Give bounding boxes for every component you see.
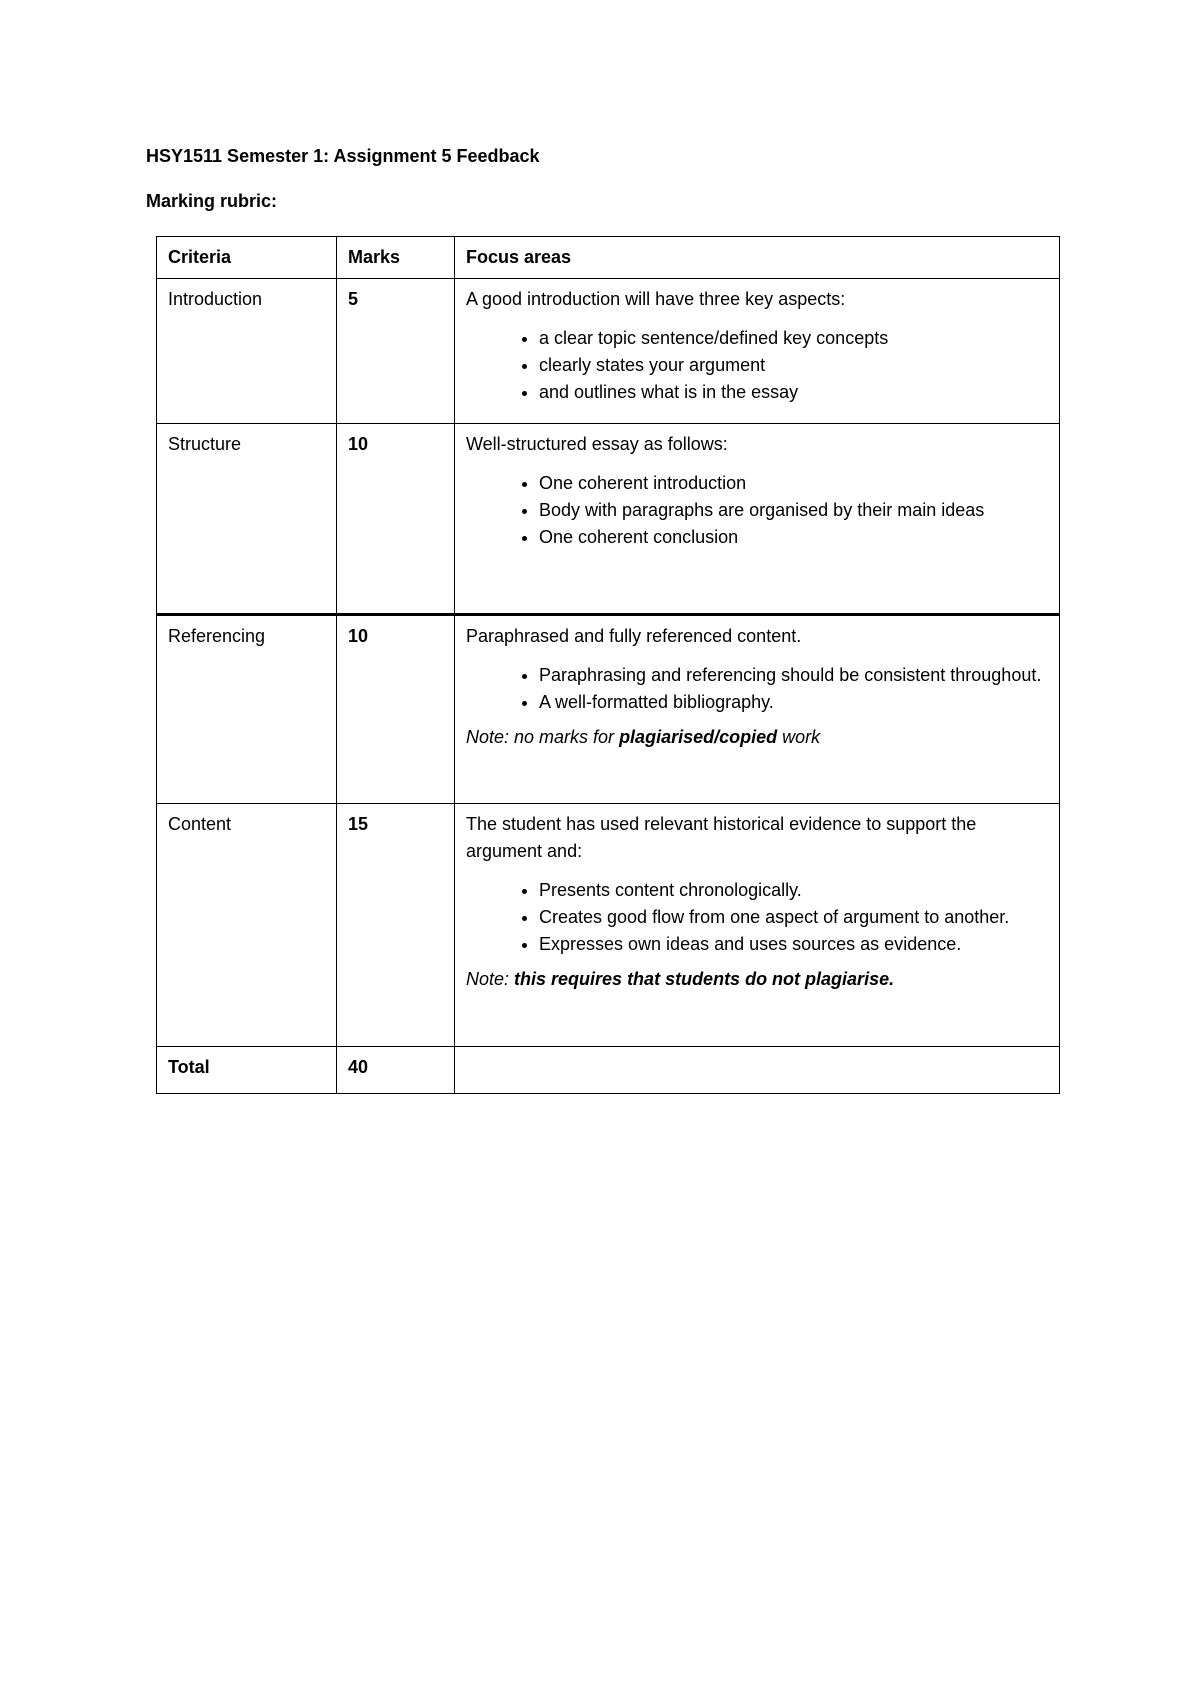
header-marks: Marks — [337, 237, 455, 279]
header-focus-areas: Focus areas — [455, 237, 1060, 279]
table-row — [157, 804, 1060, 1047]
list-item: • Presents content chronologically. — [539, 877, 1049, 904]
total-label: Total — [157, 1047, 337, 1094]
focus-cell — [455, 615, 1060, 804]
table-row — [157, 279, 1060, 424]
note-suffix: work — [777, 727, 821, 747]
rubric-subtitle: Marking rubric: — [146, 191, 278, 211]
note-text — [466, 724, 1049, 751]
total-marks: 40 — [337, 1047, 455, 1094]
note-prefix: Note: no marks for — [466, 727, 620, 747]
focus-cell — [455, 804, 1060, 1047]
criteria-cell: Introduction — [157, 279, 337, 424]
note-emphasis: plagiarised/copied — [619, 727, 778, 747]
list-item: • Body with paragraphs are organised by their main ideas — [539, 497, 1049, 524]
list-item: • A well-formatted bibliography. — [539, 689, 1049, 716]
focus-cell — [455, 424, 1060, 615]
criteria-cell: Structure — [157, 424, 337, 615]
list-item: • a clear topic sentence/defined key concepts — [539, 325, 1049, 352]
note-emphasis: this requires that students do not plagiarise. — [514, 969, 895, 989]
list-item: • One coherent conclusion — [539, 524, 1049, 551]
document-title: HSY1511 Semester 1: Assignment 5 Feedback — [146, 146, 540, 166]
criteria-cell: Referencing — [157, 615, 337, 804]
header-criteria: Criteria — [157, 237, 337, 279]
focus-list — [466, 877, 1049, 958]
focus-lead: Well-structured essay as follows: — [466, 434, 728, 454]
list-item: • Paraphrasing and referencing should be consistent throughout. — [539, 662, 1049, 689]
focus-list — [466, 662, 1049, 716]
table-row — [157, 424, 1060, 615]
marks-cell: 5 — [337, 279, 455, 424]
focus-lead: A good introduction will have three key aspects: — [466, 289, 846, 309]
marks-cell: 15 — [337, 804, 455, 1047]
table-header-row — [157, 237, 1060, 279]
note-text — [466, 966, 1049, 993]
list-item: • Expresses own ideas and uses sources as evidence. — [539, 931, 1049, 958]
total-focus-cell — [455, 1047, 1060, 1094]
list-item: • One coherent introduction — [539, 470, 1049, 497]
focus-cell — [455, 279, 1060, 424]
focus-list — [466, 325, 1049, 406]
list-item: • and outlines what is in the essay — [539, 379, 1049, 406]
table-row — [157, 615, 1060, 804]
marks-cell: 10 — [337, 424, 455, 615]
focus-lead: The student has used relevant historical evidence to support the argument and: — [466, 814, 977, 861]
marking-rubric-table — [156, 236, 1060, 1094]
total-row — [157, 1047, 1060, 1094]
marks-cell: 10 — [337, 615, 455, 804]
focus-lead: Paraphrased and fully referenced content. — [466, 626, 802, 646]
list-item: • Creates good flow from one aspect of argument to another. — [539, 904, 1049, 931]
criteria-cell: Content — [157, 804, 337, 1047]
list-item: • clearly states your argument — [539, 352, 1049, 379]
focus-list — [466, 470, 1049, 551]
note-prefix: Note: — [466, 969, 515, 989]
